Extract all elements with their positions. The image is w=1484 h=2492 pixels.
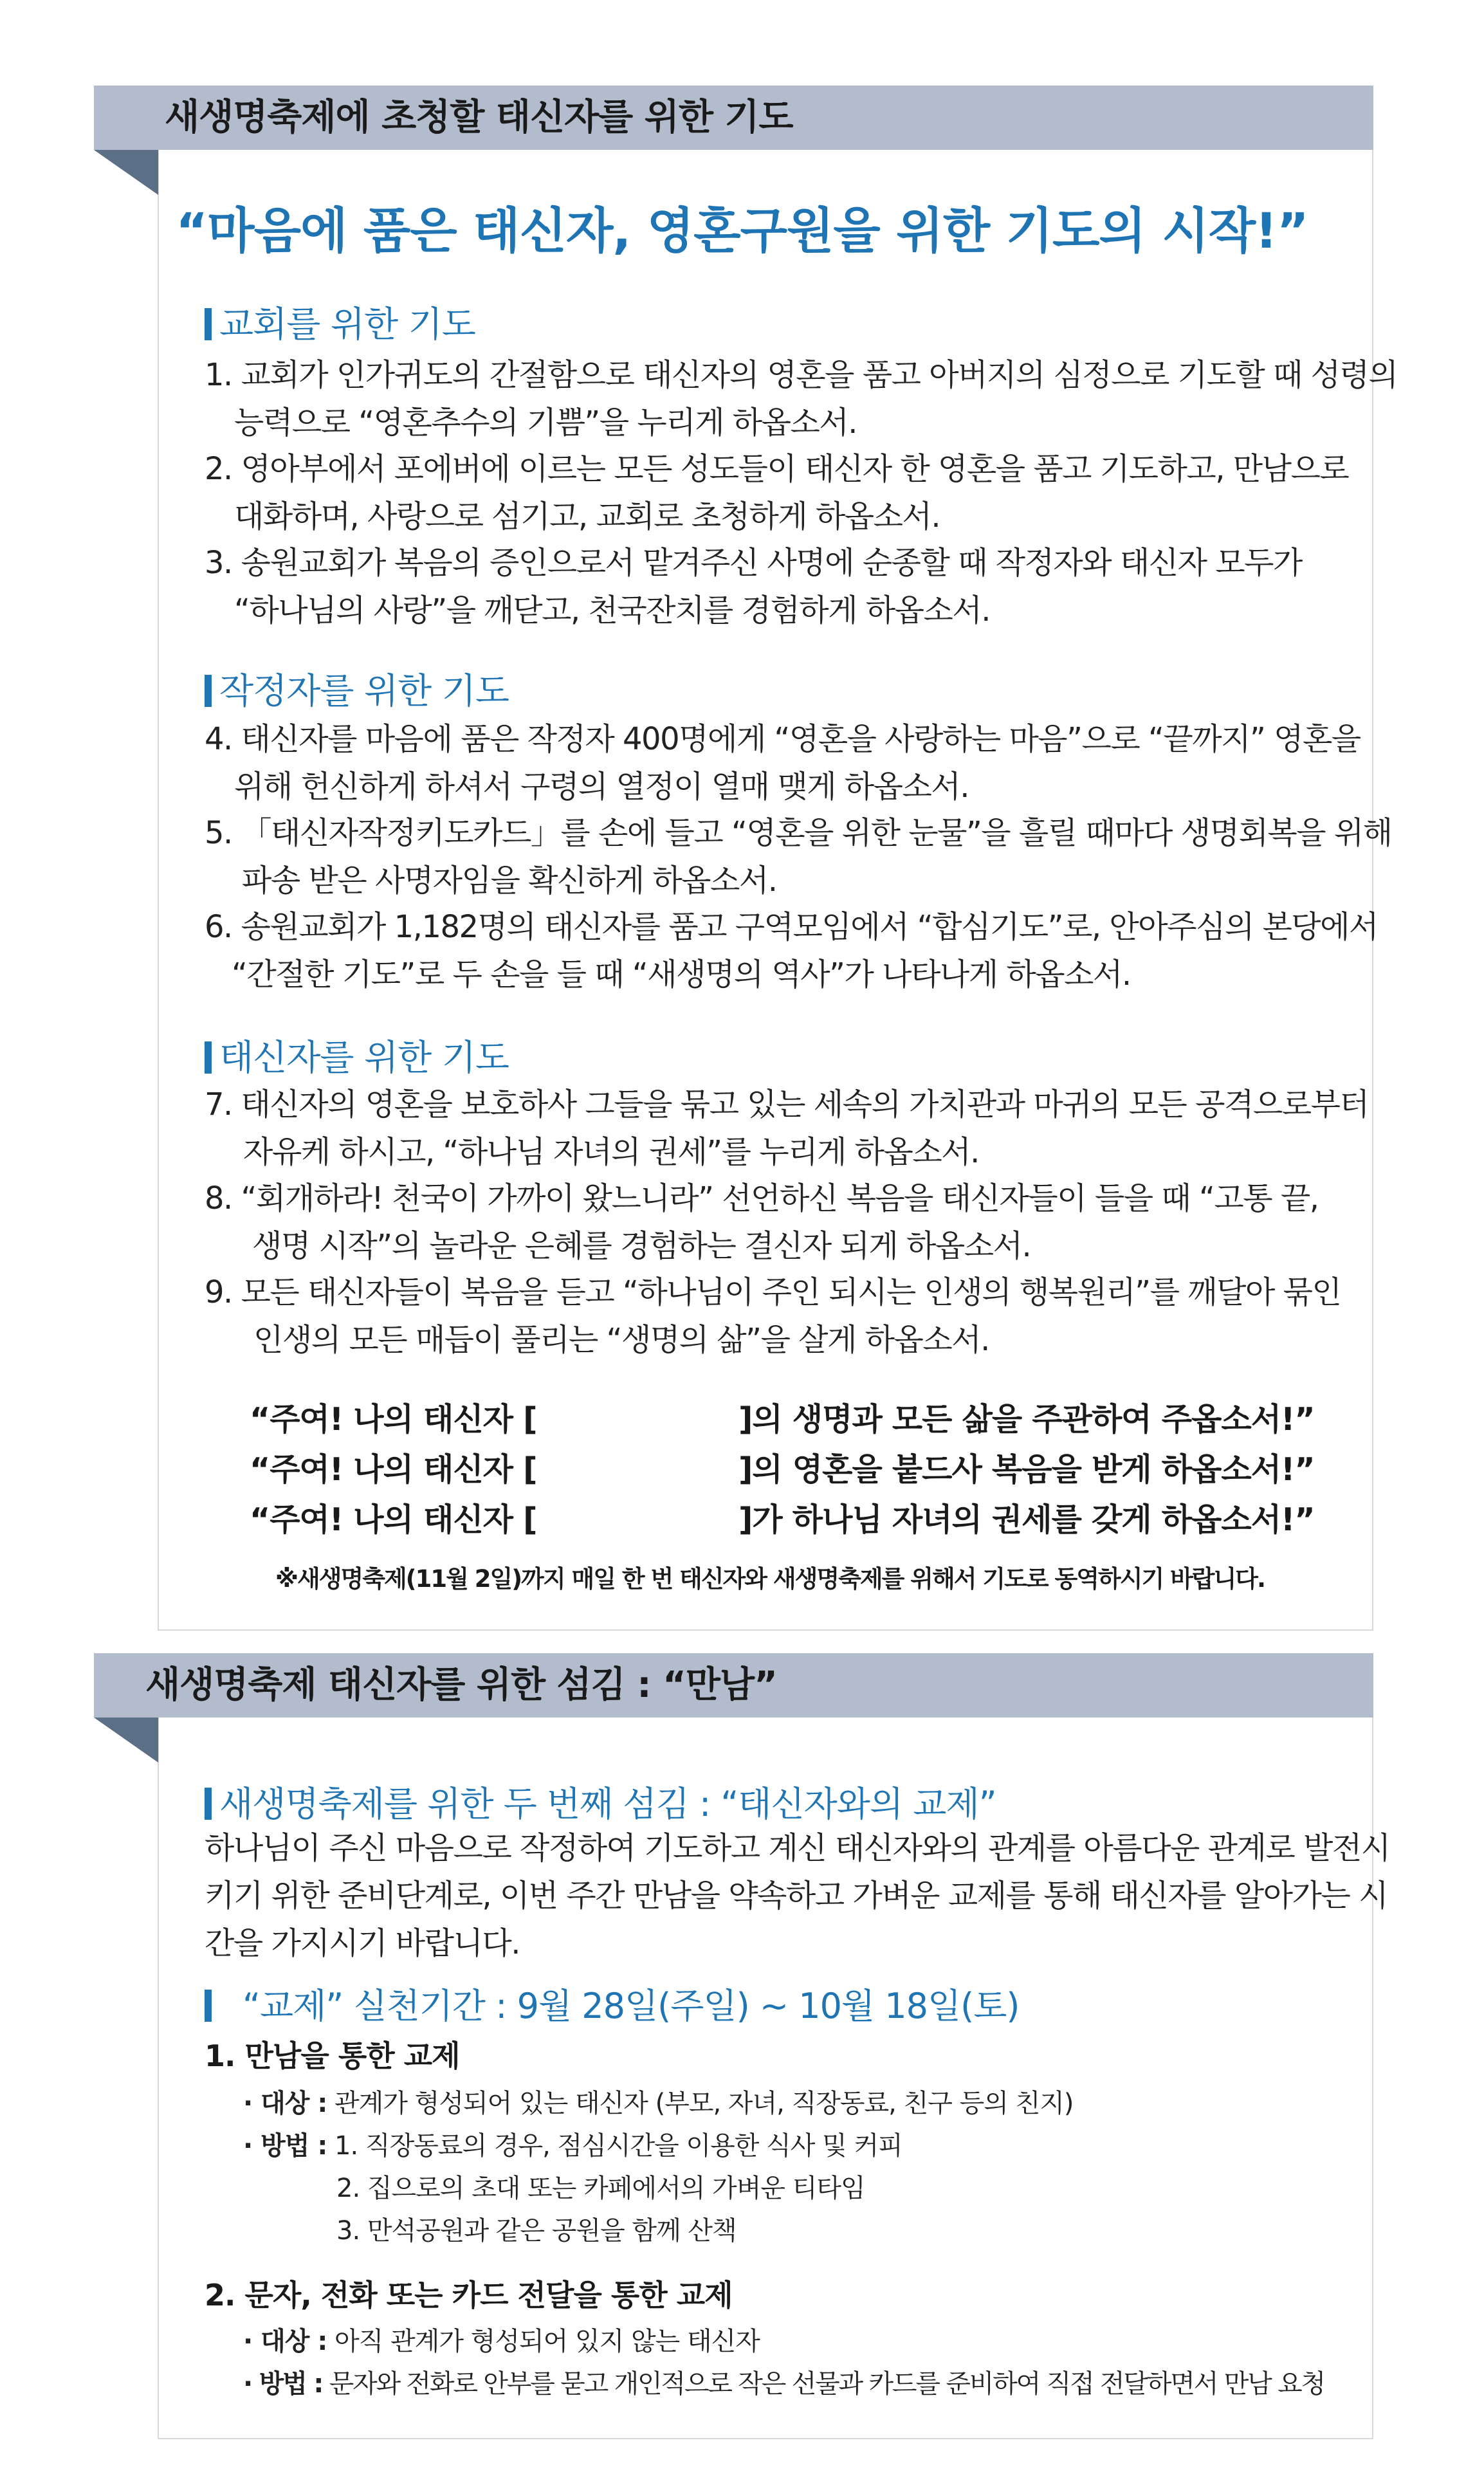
item-line: 능력으로 “영혼추수의 기쁨”을 누리게 하옵소서. <box>234 405 857 441</box>
item-line: “간절한 기도”로 두 손을 들 때 “새생명의 역사”가 나타나게 하옵소서. <box>232 957 1131 993</box>
item-line: 1. 교회가 인가귀도의 간절함으로 태신자의 영혼을 품고 아버지의 심정으로 기도할 때 성령의 <box>205 357 1398 393</box>
item-line: 7. 태신자의 영혼을 보호하사 그들을 묶고 있는 세속의 가치관과 마귀의 모든 공격으로부터 <box>205 1086 1369 1122</box>
item-line: 자유케 하시고, “하나님 자녀의 권세”를 누리게 하옵소서. <box>243 1134 979 1170</box>
message-target <box>243 2321 760 2358</box>
meeting-method <box>243 2125 902 2162</box>
method-label: · 방법 : <box>243 2369 323 2399</box>
service-heading-text: 새생명축제를 위한 두 번째 섬김 : “태신자와의 교제” <box>219 1784 996 1824</box>
pledger-heading-text: 작정자를 위한 기도 <box>219 670 509 711</box>
message-fellowship-title: 2. 문자, 전화 또는 카드 전달을 통한 교제 <box>205 2278 733 2313</box>
item-line: 2. 영아부에서 포에버에 이르는 모든 성도들이 태신자 한 영혼을 품고 기도하고, 만남으로 <box>205 451 1349 487</box>
header-fold <box>94 1718 158 1763</box>
heading-marker <box>205 675 212 707</box>
intro-line: 간을 가지시기 바랍니다. <box>205 1925 520 1961</box>
newcomer-prayer-heading <box>205 1029 509 1080</box>
service-section-title: 새생명축제 태신자를 위한 섬김 : “만남” <box>145 1664 777 1706</box>
method-item: 2. 집으로의 초대 또는 카페에서의 가벼운 티타임 <box>336 2174 865 2203</box>
service-intro <box>205 1824 1390 1967</box>
prayer-line-left: “주여! 나의 태신자 [ <box>250 1501 537 1538</box>
item-line: 4. 태신자를 마음에 품은 작정자 400명에게 “영혼을 사랑하는 마음”으로 “끝까지” 영혼을 <box>205 721 1360 757</box>
item-line: 6. 송원교회가 1,182명의 태신자를 품고 구역모임에서 “합심기도”로, 안아주심의 본당에서 <box>205 909 1378 945</box>
service-heading <box>205 1777 996 1826</box>
prayer-note: ※새생명축제(11월 2일)까지 매일 한 번 태신자와 새생명축제를 위해서 기도로 동역하시기 바랍니다. <box>275 1565 1265 1593</box>
method-text: 1. 직장동료의 경우, 점심시간을 이용한 식사 및 커피 <box>334 2131 902 2161</box>
item-line: 5. 「태신자작정키도카드」를 손에 들고 “영혼을 위한 눈물”을 흘릴 때마다 생명회복을 위해 <box>205 815 1392 851</box>
prayer-item-8 <box>205 1175 1319 1270</box>
item-line: 대화하며, 사랑으로 섬기고, 교회로 초청하게 하옵소서. <box>234 499 940 535</box>
meeting-target <box>243 2083 1073 2120</box>
slogan: “마음에 품은 태신자, 영혼구원을 위한 기도의 시작!” <box>176 202 1308 259</box>
item-line: 위해 헌신하게 하셔서 구령의 열정이 열매 맺게 하옵소서. <box>234 769 969 805</box>
period-text: “교제” 실천기간 : 9월 28일(주일) ~ 10월 18일(토) <box>243 1986 1020 2026</box>
service-header-bar <box>94 1653 1373 1718</box>
intro-line: 하나님이 주신 마음으로 작정하여 기도하고 계신 태신자와의 관계를 아름다운 관계로 발전시 <box>205 1830 1390 1866</box>
item-line: 인생의 모든 매듭이 풀리는 “생명의 삶”을 살게 하옵소서. <box>253 1322 989 1358</box>
pledger-prayer-heading <box>205 663 509 713</box>
intro-line: 키기 위한 준비단계로, 이번 주간 만남을 약속하고 가벼운 교제를 통해 태신자를 알아가는 시 <box>205 1878 1388 1914</box>
prayer-section-title: 새생명축제에 초청할 태신자를 위한 기도 <box>165 96 793 138</box>
item-line: “하나님의 사랑”을 깨닫고, 천국잔치를 경험하게 하옵소서. <box>234 592 991 628</box>
prayer-item-2 <box>205 445 1348 540</box>
prayer-item-5 <box>205 809 1392 904</box>
heading-marker <box>205 308 212 340</box>
heading-marker <box>205 1041 212 1074</box>
message-method <box>243 2363 1324 2400</box>
target-label: · 대상 : <box>243 2327 327 2356</box>
target-text: 아직 관계가 형성되어 있지 않는 태신자 <box>334 2327 760 2356</box>
target-label: · 대상 : <box>243 2089 327 2118</box>
prayer-item-9 <box>205 1269 1341 1364</box>
prayer-line-right: ]가 하나님 자녀의 권세를 갖게 하옵소서!” <box>738 1501 1315 1538</box>
method-item: 3. 만석공원과 같은 공원을 함께 산책 <box>336 2216 737 2246</box>
method-text: 문자와 전화로 안부를 묻고 개인적으로 작은 선물과 카드를 준비하여 직접 전달하면서 만남 요청 <box>329 2369 1324 2399</box>
practice-period <box>205 1979 1019 2028</box>
header-fold <box>94 150 158 195</box>
item-line: 파송 받은 사명자임을 확신하게 하옵소서. <box>242 863 777 899</box>
item-line: 8. “회개하라! 천국이 가까이 왔느니라” 선언하신 복음을 태신자들이 들을 때 “고통 끝, <box>205 1180 1319 1216</box>
heading-marker <box>205 1990 212 2022</box>
item-line: 생명 시작”의 놀라운 은혜를 경험하는 결신자 되게 하옵소서. <box>252 1228 1031 1264</box>
target-text: 관계가 형성되어 있는 태신자 (부모, 자녀, 직장동료, 친구 등의 친지) <box>334 2089 1074 2118</box>
prayer-item-6 <box>205 903 1378 998</box>
prayer-line-left: “주여! 나의 태신자 [ <box>250 1401 537 1438</box>
item-line: 9. 모든 태신자들이 복음을 듣고 “하나님이 주인 되시는 인생의 행복원리”를 깨달아 묶인 <box>205 1274 1341 1310</box>
prayer-item-1 <box>205 351 1397 446</box>
prayer-line-right: ]의 생명과 모든 삶을 주관하여 주옵소서!” <box>738 1401 1315 1438</box>
newcomer-heading-text: 태신자를 위한 기도 <box>219 1037 509 1078</box>
prayer-line-left: “주여! 나의 태신자 [ <box>250 1451 537 1488</box>
method-label: · 방법 : <box>243 2131 327 2161</box>
prayer-line-right: ]의 영혼을 붙드사 복음을 받게 하옵소서!” <box>738 1451 1315 1488</box>
church-prayer-heading <box>205 296 475 347</box>
prayer-item-4 <box>205 715 1360 811</box>
prayer-item-7 <box>205 1081 1368 1176</box>
heading-marker <box>205 1788 212 1820</box>
church-heading-text: 교회를 위한 기도 <box>219 304 475 345</box>
meeting-fellowship-title: 1. 만남을 통한 교제 <box>205 2038 460 2073</box>
item-line: 3. 송원교회가 복음의 증인으로서 맡겨주신 사명에 순종할 때 작정자와 태신자 모두가 <box>205 545 1302 581</box>
prayer-item-3 <box>205 539 1302 634</box>
prayer-header-bar <box>94 86 1373 150</box>
